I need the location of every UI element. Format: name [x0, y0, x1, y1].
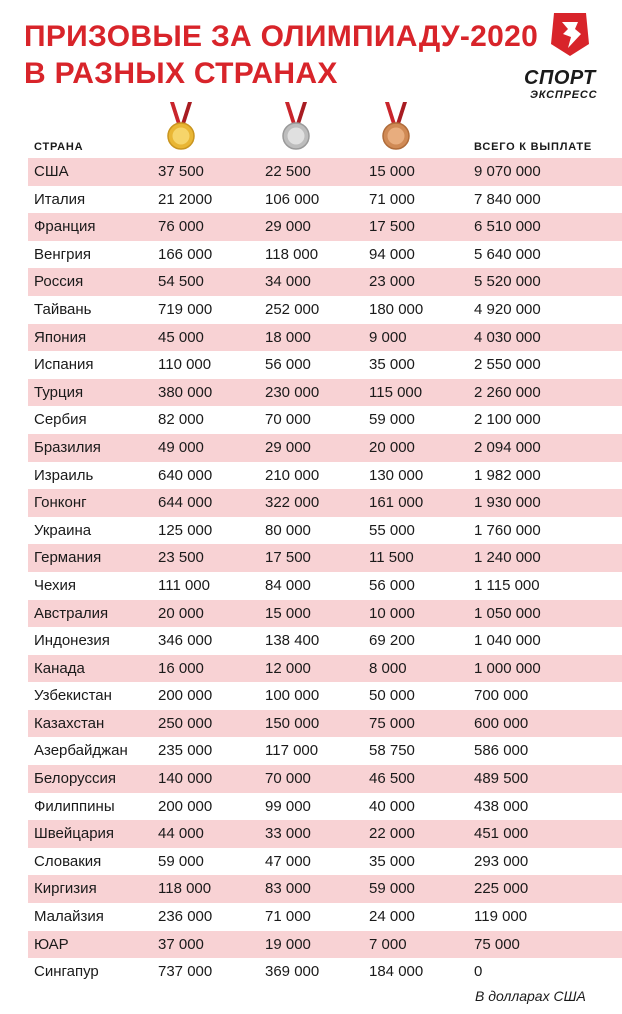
silver-cell: 80 000 — [265, 521, 311, 539]
logo-text-express: ЭКСПРЕСС — [530, 89, 598, 101]
total-cell: 1 000 000 — [474, 659, 541, 677]
table-row — [28, 682, 622, 710]
country-cell: Россия — [34, 273, 84, 291]
country-cell: Азербайджан — [34, 742, 128, 760]
gold-cell: 200 000 — [158, 687, 213, 705]
country-cell: Филиппины — [34, 797, 115, 815]
table-row — [28, 268, 622, 296]
country-cell: Германия — [34, 549, 102, 567]
total-cell: 9 070 000 — [474, 163, 541, 180]
gold-cell: 640 000 — [158, 466, 213, 484]
bronze-cell: 10 000 — [369, 604, 415, 622]
total-cell: 1 982 000 — [474, 466, 541, 484]
country-cell: Гонконг — [34, 494, 87, 512]
silver-cell: 369 000 — [265, 963, 320, 981]
silver-cell: 84 000 — [265, 576, 311, 594]
country-cell: США — [34, 163, 69, 180]
silver-cell: 29 000 — [265, 438, 311, 456]
silver-cell: 150 000 — [265, 714, 320, 732]
bronze-cell: 58 750 — [369, 742, 415, 760]
total-cell: 1 240 000 — [474, 549, 541, 567]
country-cell: Швейцария — [34, 825, 115, 843]
country-cell: Япония — [34, 328, 87, 346]
country-cell: Казахстан — [34, 714, 105, 732]
bronze-cell: 35 000 — [369, 852, 415, 870]
total-cell: 1 040 000 — [474, 632, 541, 650]
bronze-cell: 94 000 — [369, 245, 415, 263]
gold-cell: 54 500 — [158, 273, 204, 291]
table-row — [28, 848, 622, 876]
silver-cell: 117 000 — [265, 742, 319, 760]
table-row — [28, 186, 622, 214]
silver-cell: 230 000 — [265, 383, 320, 401]
silver-cell: 56 000 — [265, 356, 311, 374]
country-cell: Тайвань — [34, 300, 92, 318]
gold-cell: 16 000 — [158, 659, 204, 677]
total-cell: 2 550 000 — [474, 356, 541, 374]
total-cell: 1 050 000 — [474, 604, 541, 622]
gold-cell: 23 500 — [158, 549, 204, 567]
table-row — [28, 379, 622, 407]
gold-cell: 236 000 — [158, 908, 213, 926]
bronze-cell: 184 000 — [369, 963, 424, 981]
country-cell: Узбекистан — [34, 687, 112, 705]
table-row — [28, 489, 622, 517]
bronze-cell: 9 000 — [369, 328, 407, 346]
bronze-cell: 115 000 — [369, 383, 423, 401]
total-cell: 600 000 — [474, 714, 529, 732]
bronze-cell: 17 500 — [369, 218, 415, 236]
gold-medal-icon — [166, 100, 196, 152]
bronze-cell: 8 000 — [369, 659, 407, 677]
table-row — [28, 241, 622, 269]
total-cell: 0 — [474, 963, 483, 981]
page-title — [24, 18, 538, 92]
silver-cell: 118 000 — [265, 245, 319, 263]
gold-cell: 37 500 — [158, 163, 204, 180]
gold-cell: 346 000 — [158, 632, 213, 650]
gold-cell: 235 000 — [158, 742, 213, 760]
silver-cell: 70 000 — [265, 770, 311, 788]
silver-cell: 71 000 — [265, 908, 311, 926]
total-cell: 489 500 — [474, 770, 529, 788]
total-cell: 451 000 — [474, 825, 529, 843]
silver-cell: 138 400 — [265, 632, 320, 650]
country-cell: Венгрия — [34, 245, 91, 263]
silver-cell: 322 000 — [265, 494, 320, 512]
silver-cell: 29 000 — [265, 218, 311, 236]
table-row — [28, 627, 622, 655]
gold-cell: 21 2000 — [158, 190, 213, 208]
country-cell: Словакия — [34, 852, 102, 870]
bronze-cell: 56 000 — [369, 576, 415, 594]
silver-cell: 15 000 — [265, 604, 311, 622]
table-row — [28, 600, 622, 628]
total-cell: 7 840 000 — [474, 190, 541, 208]
gold-cell: 59 000 — [158, 852, 204, 870]
gold-cell: 44 000 — [158, 825, 204, 843]
country-cell: ЮАР — [34, 935, 69, 953]
bronze-cell: 15 000 — [369, 163, 415, 180]
silver-cell: 70 000 — [265, 411, 311, 429]
logo-badge-icon — [548, 10, 592, 58]
table-row — [28, 793, 622, 821]
table-row — [28, 324, 622, 352]
total-cell: 700 000 — [474, 687, 529, 705]
table-row — [28, 820, 622, 848]
table-row — [28, 710, 622, 738]
total-cell: 293 000 — [474, 852, 529, 870]
silver-cell: 252 000 — [265, 300, 320, 318]
bronze-cell: 75 000 — [369, 714, 415, 732]
title-line-2: В РАЗНЫХ СТРАНАХ — [24, 57, 338, 90]
bronze-cell: 50 000 — [369, 687, 415, 705]
table-row — [28, 655, 622, 683]
silver-cell: 18 000 — [265, 328, 311, 346]
country-cell: Белоруссия — [34, 770, 116, 788]
bronze-cell: 23 000 — [369, 273, 415, 291]
table-row — [28, 296, 622, 324]
gold-cell: 719 000 — [158, 300, 213, 318]
silver-cell: 83 000 — [265, 880, 311, 898]
total-cell: 119 000 — [474, 908, 528, 926]
bronze-medal-icon — [381, 100, 411, 152]
bronze-cell: 130 000 — [369, 466, 424, 484]
bronze-cell: 20 000 — [369, 438, 415, 456]
country-cell: Израиль — [34, 466, 94, 484]
header-total: ВСЕГО К ВЫПЛАТЕ — [474, 141, 593, 153]
gold-cell: 380 000 — [158, 383, 213, 401]
total-cell: 2 100 000 — [474, 411, 541, 429]
gold-cell: 20 000 — [158, 604, 204, 622]
silver-cell: 99 000 — [265, 797, 311, 815]
country-cell: Малайзия — [34, 908, 104, 926]
table-row — [28, 572, 622, 600]
bronze-cell: 59 000 — [369, 880, 415, 898]
country-cell: Бразилия — [34, 438, 101, 456]
gold-cell: 737 000 — [158, 963, 213, 981]
bronze-cell: 69 200 — [369, 632, 415, 650]
gold-cell: 110 000 — [158, 356, 212, 374]
country-cell: Испания — [34, 356, 94, 374]
header-country: СТРАНА — [34, 141, 84, 153]
country-cell: Канада — [34, 659, 85, 677]
silver-cell: 33 000 — [265, 825, 311, 843]
currency-note: В долларах США — [475, 988, 586, 1004]
table-row — [28, 737, 622, 765]
gold-cell: 140 000 — [158, 770, 213, 788]
total-cell: 6 510 000 — [474, 218, 541, 236]
total-cell: 1 760 000 — [474, 521, 541, 539]
gold-cell: 250 000 — [158, 714, 213, 732]
sport-express-logo — [520, 8, 616, 104]
table-row — [28, 903, 622, 931]
table-row — [28, 351, 622, 379]
silver-medal-icon — [281, 100, 311, 152]
total-cell: 75 000 — [474, 935, 520, 953]
gold-cell: 76 000 — [158, 218, 204, 236]
silver-cell: 47 000 — [265, 852, 311, 870]
logo-text-sport: СПОРТ — [524, 67, 596, 89]
country-cell: Чехия — [34, 576, 77, 594]
silver-cell: 34 000 — [265, 273, 311, 291]
total-cell: 2 094 000 — [474, 438, 541, 456]
bronze-cell: 24 000 — [369, 908, 415, 926]
total-cell: 5 640 000 — [474, 245, 541, 263]
bronze-cell: 22 000 — [369, 825, 415, 843]
country-cell: Франция — [34, 218, 96, 236]
table-row — [28, 434, 622, 462]
table-row — [28, 213, 622, 241]
bronze-cell: 71 000 — [369, 190, 415, 208]
table-row — [28, 158, 622, 186]
table-row — [28, 875, 622, 903]
gold-cell: 200 000 — [158, 797, 213, 815]
table-row — [28, 517, 622, 545]
total-cell: 1 930 000 — [474, 494, 541, 512]
total-cell: 5 520 000 — [474, 273, 541, 291]
country-cell: Украина — [34, 521, 92, 539]
gold-cell: 118 000 — [158, 880, 212, 898]
country-cell: Киргизия — [34, 880, 97, 898]
bronze-cell: 35 000 — [369, 356, 415, 374]
table-row — [28, 958, 622, 986]
silver-cell: 100 000 — [265, 687, 320, 705]
bronze-cell: 46 500 — [369, 770, 415, 788]
total-cell: 2 260 000 — [474, 383, 541, 401]
total-cell: 1 115 000 — [474, 576, 540, 594]
total-cell: 438 000 — [474, 797, 529, 815]
bronze-cell: 59 000 — [369, 411, 415, 429]
silver-cell: 22 500 — [265, 163, 311, 180]
gold-cell: 125 000 — [158, 521, 213, 539]
total-cell: 586 000 — [474, 742, 529, 760]
total-cell: 4 920 000 — [474, 300, 541, 318]
country-cell: Турция — [34, 383, 84, 401]
gold-cell: 49 000 — [158, 438, 204, 456]
bronze-cell: 180 000 — [369, 300, 424, 318]
bronze-cell: 40 000 — [369, 797, 415, 815]
bronze-cell: 11 500 — [369, 549, 414, 567]
table-row — [28, 544, 622, 572]
table-row — [28, 406, 622, 434]
silver-cell: 210 000 — [265, 466, 320, 484]
country-cell: Сингапур — [34, 963, 99, 981]
bronze-cell: 55 000 — [369, 521, 415, 539]
table-row — [28, 765, 622, 793]
gold-cell: 82 000 — [158, 411, 204, 429]
gold-cell: 111 000 — [158, 576, 210, 594]
total-cell: 225 000 — [474, 880, 529, 898]
gold-cell: 45 000 — [158, 328, 204, 346]
gold-cell: 166 000 — [158, 245, 213, 263]
gold-cell: 37 000 — [158, 935, 204, 953]
prize-table — [28, 158, 622, 986]
country-cell: Индонезия — [34, 632, 110, 650]
silver-cell: 12 000 — [265, 659, 311, 677]
silver-cell: 106 000 — [265, 190, 320, 208]
bronze-cell: 161 000 — [369, 494, 424, 512]
table-row — [28, 462, 622, 490]
country-cell: Австралия — [34, 604, 109, 622]
gold-cell: 644 000 — [158, 494, 213, 512]
country-cell: Италия — [34, 190, 86, 208]
table-row — [28, 931, 622, 959]
total-cell: 4 030 000 — [474, 328, 541, 346]
country-cell: Сербия — [34, 411, 87, 429]
bronze-cell: 7 000 — [369, 935, 407, 953]
silver-cell: 17 500 — [265, 549, 311, 567]
title-line-1: ПРИЗОВЫЕ ЗА ОЛИМПИАДУ-2020 — [24, 20, 539, 53]
silver-cell: 19 000 — [265, 935, 311, 953]
